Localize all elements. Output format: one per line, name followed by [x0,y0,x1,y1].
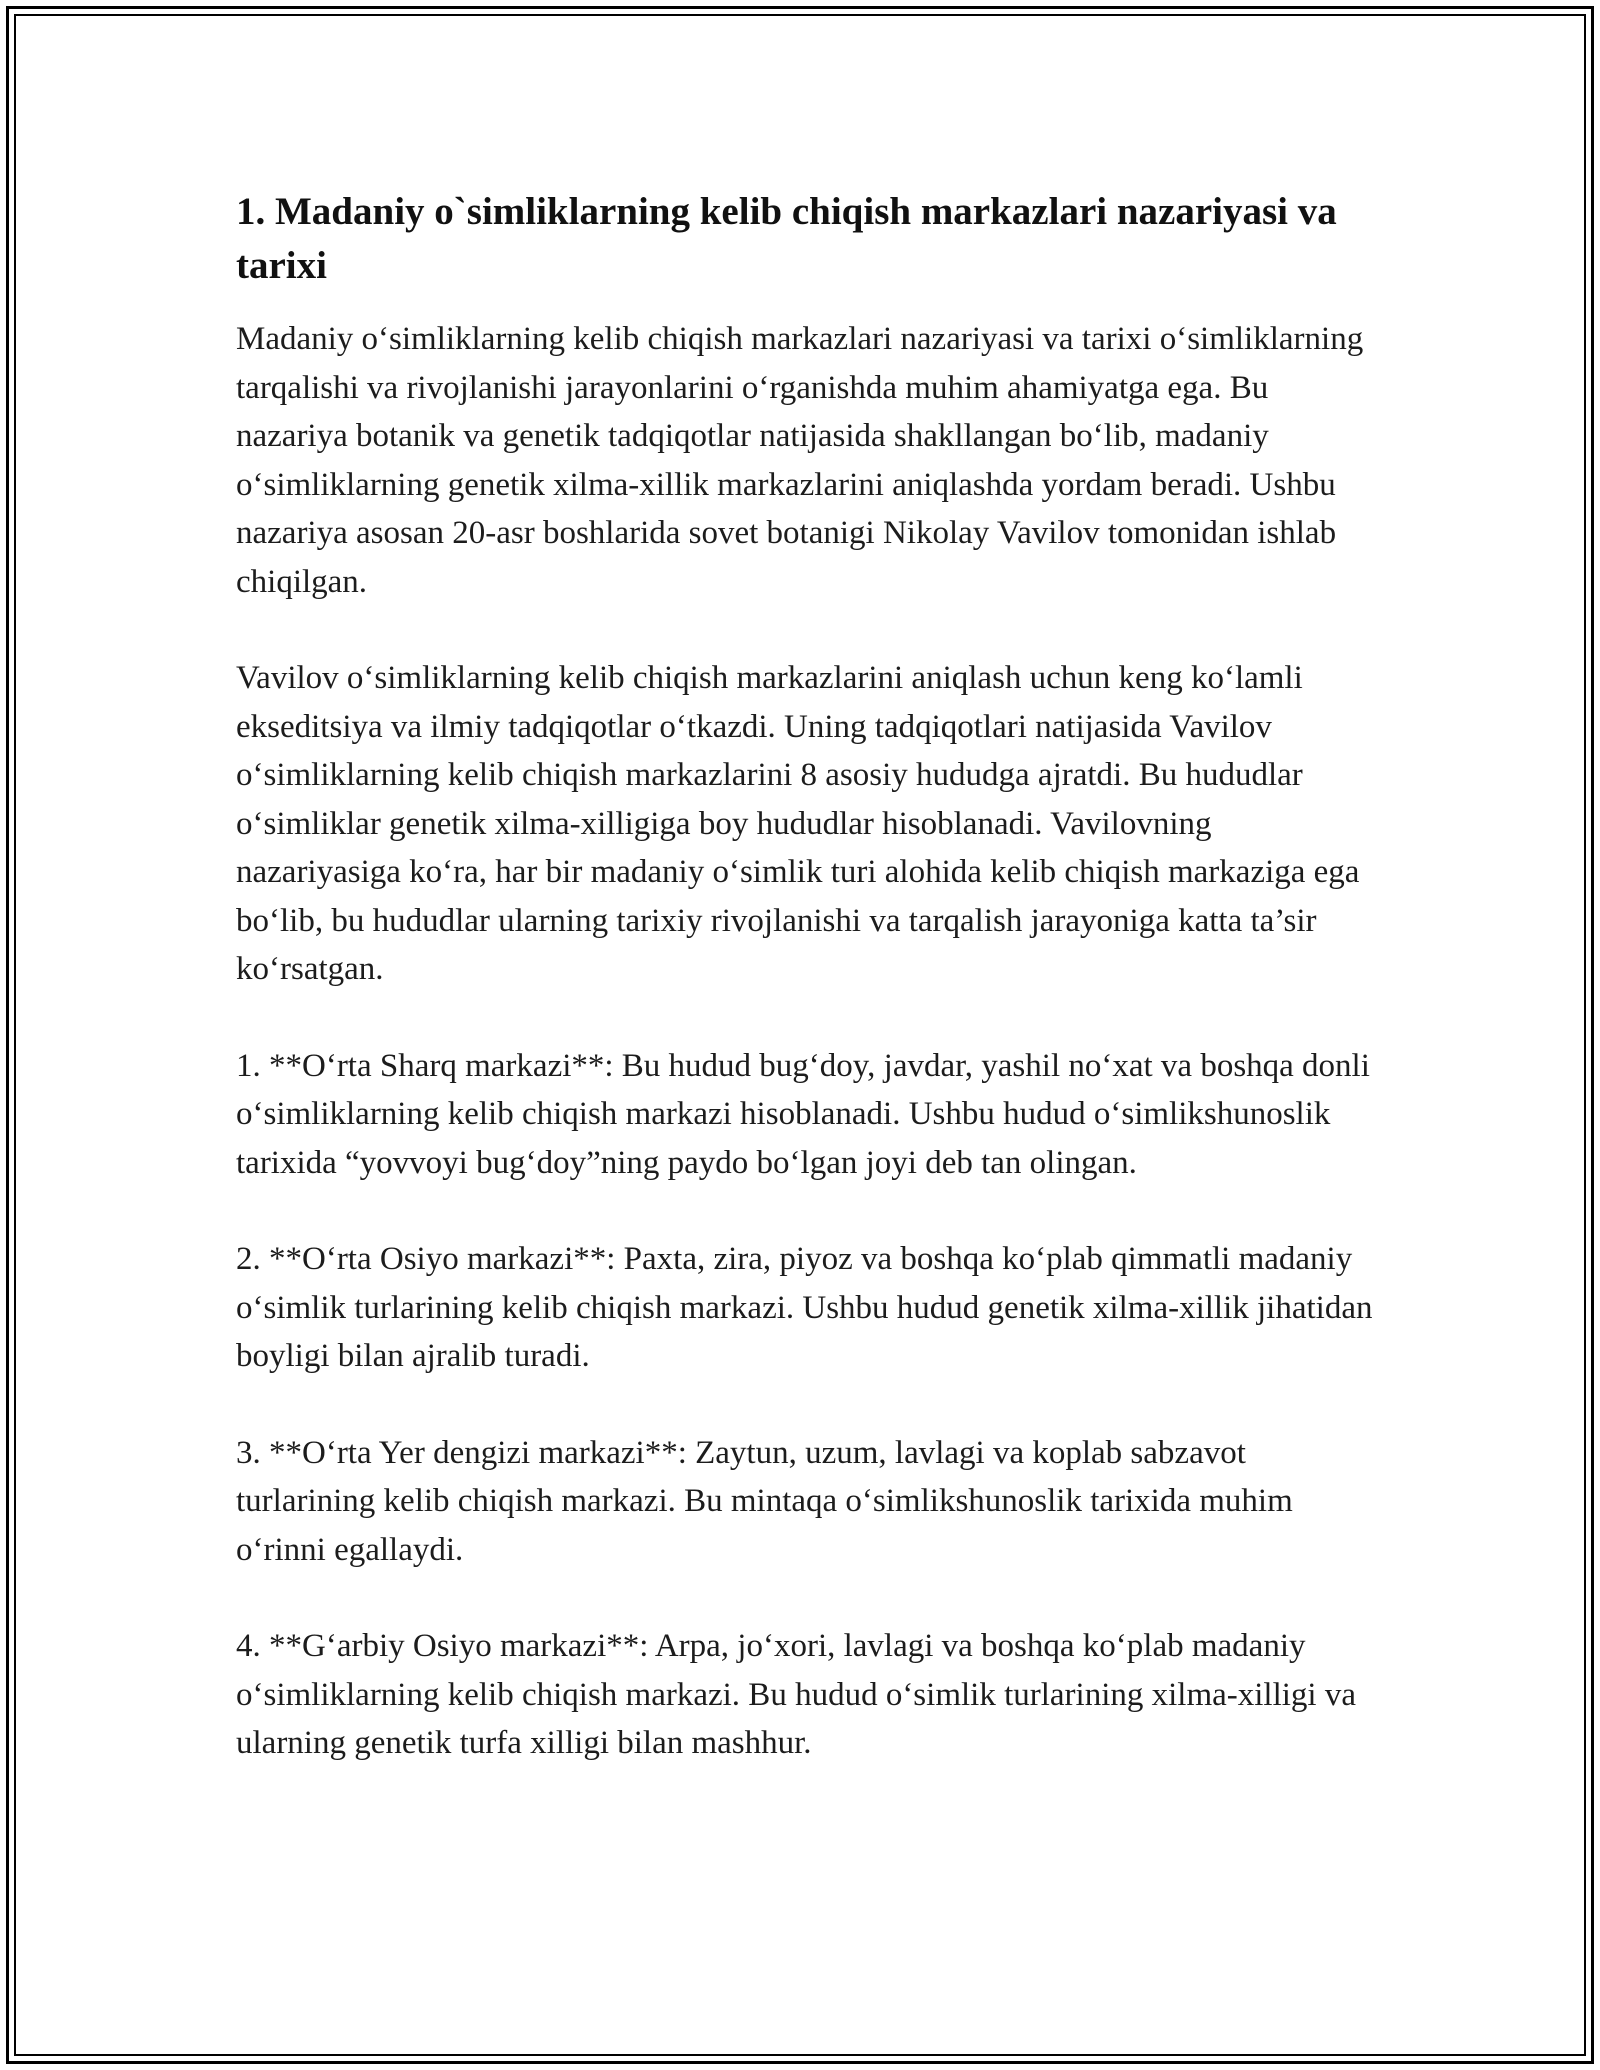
paragraph-intro: Madaniy o‘simliklarning kelib chiqish markazlari nazariyasi va tarixi o‘simliklarning tarqalishi va rivojlanishi jarayonlarini o‘rganishda muhim ahamiyatga ega. Bu nazariya botanik va genetik tadqiqotlar natijasida shakllangan bo‘lib, madaniy o‘simliklarning genetik xilma-xillik markazlarini aniqlashda yordam beradi. Ushbu nazariya asosan 20-asr boshlarida sovet botanigi Nikolay Vavilov tomonidan ishlab chiqilgan. [236,321,1364,600]
document-title: 1. Madaniy o`simliklarning kelib chiqish markazlari nazariyasi va tarixi [236,190,1337,287]
document-body [236,185,1376,1816]
list-item-west-asia-center: 4. **G‘arbiy Osiyo markazi**: Arpa, jo‘xori, lavlagi va boshqa ko‘plab madaniy o‘simliklarning kelib chiqish markazi. Bu hudud o‘simlik turlarining xilma-xilligi va ularning genetik turfa xilligi bilan mashhur. [236,1628,1357,1761]
list-item-mediterranean-center: 3. **O‘rta Yer dengizi markazi**: Zaytun, uzum, lavlagi va koplab sabzavot turlarining kelib chiqish markazi. Bu mintaqa o‘simlikshunoslik tarixida muhim o‘rinni egallaydi. [236,1434,1293,1568]
list-item-middle-east-center: 1. **O‘rta Sharq markazi**: Bu hudud bug‘doy, javdar, yashil no‘xat va boshqa donli o‘simliklarning kelib chiqish markazi hisoblanadi. Ushbu hudud o‘simlikshunoslik tarixida “yovvoyi bug‘doy”ning paydo bo‘lgan joyi deb tan olingan. [236,1047,1370,1181]
list-item-central-asia-center: 2. **O‘rta Osiyo markazi**: Paxta, zira, piyoz va boshqa ko‘plab qimmatli madaniy o‘simlik turlarining kelib chiqish markazi. Ushbu hudud genetik xilma-xillik jihatidan boyligi bilan ajralib turadi. [236,1241,1373,1374]
paragraph-vavilov: Vavilov o‘simliklarning kelib chiqish markazlarini aniqlash uchun keng ko‘lamli ekseditsiya va ilmiy tadqiqotlar o‘tkazdi. Uning tadqiqotlari natijasida Vavilov o‘simliklarning kelib chiqish markazlarini 8 asosiy hududga ajratdi. Bu hududlar o‘simliklar genetik xilma-xilligiga boy hududlar hisoblanadi. Vavilovning nazariyasiga ko‘ra, har bir madaniy o‘simlik turi alohida kelib chiqish markaziga ega bo‘lib, bu hududlar ularning tarixiy rivojlanishi va tarqalish jarayoniga katta ta’sir ko‘rsatgan. [236,660,1360,987]
